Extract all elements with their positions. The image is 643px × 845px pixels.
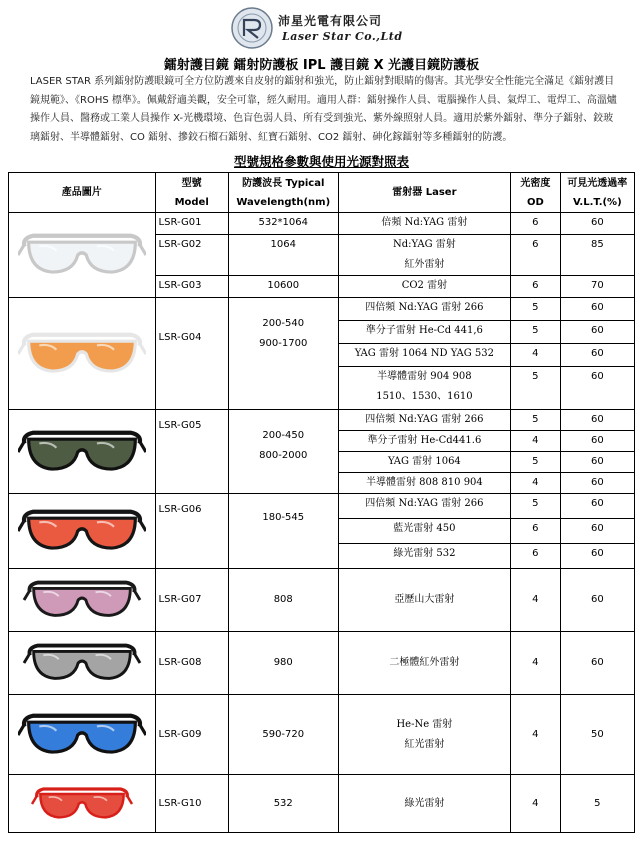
cell-line: 4	[532, 435, 539, 446]
od-cell	[511, 321, 561, 344]
laser-cell	[338, 775, 510, 833]
cell-line: LSR-G03	[158, 280, 202, 291]
header-vlt: 可見光透過率 V.L.T.(%)	[560, 173, 634, 213]
vlt-cell	[560, 519, 634, 544]
cell-line: 4	[532, 657, 539, 668]
cell-line: LSR-G08	[158, 657, 202, 668]
cell-line: 半導體雷射 808 810 904	[365, 477, 483, 488]
cell-line: YAG 雷射 1064 ND YAG 532	[354, 348, 495, 359]
header-od: 光密度 OD	[511, 173, 561, 213]
cell-line: 5	[532, 498, 539, 509]
wavelength-cell	[228, 213, 338, 235]
cell-line: 倍頻 Nd:YAG 雷射	[381, 217, 468, 228]
cell-line: 6	[532, 548, 539, 559]
cell-line: 60	[590, 594, 604, 605]
od-cell	[511, 276, 561, 298]
cell-line: 4	[532, 348, 539, 359]
cell-line: 60	[590, 217, 604, 228]
cell-line: 10600	[267, 280, 300, 291]
vlt-cell	[560, 276, 634, 298]
cell-line: 1064	[270, 239, 296, 250]
laser-cell	[338, 473, 510, 494]
laser-cell	[338, 410, 510, 431]
cell-line: Nd:YAG 雷射	[393, 239, 456, 250]
table-row	[9, 410, 635, 431]
od-cell	[511, 632, 561, 695]
od-cell	[511, 775, 561, 833]
cell-line: YAG 雷射 1064	[387, 456, 461, 467]
spec-table	[8, 172, 635, 833]
cell-line: 900-1700	[259, 338, 308, 349]
cell-line: LSR-G05	[158, 420, 202, 431]
wavelength-cell	[228, 494, 338, 569]
cell-line: 60	[590, 325, 604, 336]
wavelength-cell	[228, 775, 338, 833]
vlt-cell	[560, 775, 634, 833]
cell-line: 二極體紅外雷射	[389, 657, 460, 668]
cell-line: 60	[590, 302, 604, 313]
header-model: 型號 Model	[155, 173, 228, 213]
safety-glasses-icon	[18, 634, 146, 692]
cell-line: 6	[532, 217, 539, 228]
wavelength-cell	[228, 276, 338, 298]
od-cell	[511, 695, 561, 775]
od-cell	[511, 235, 561, 276]
cell-line: LSR-G06	[158, 504, 202, 515]
od-cell	[511, 367, 561, 410]
cell-line: 4	[532, 594, 539, 605]
cell-line: 180-545	[262, 512, 305, 523]
vlt-cell	[560, 569, 634, 632]
cell-line: 亞歷山大雷射	[394, 594, 455, 605]
model-cell	[155, 235, 228, 276]
cell-line: 6	[532, 239, 539, 250]
cell-line: 60	[590, 657, 604, 668]
od-cell	[511, 298, 561, 321]
cell-line: 60	[590, 435, 604, 446]
cell-line: 808	[273, 594, 293, 605]
cell-line: 980	[273, 657, 293, 668]
od-cell	[511, 494, 561, 519]
header-wavelength: 防護波長 Typical Wavelength(nm)	[228, 173, 338, 213]
wavelength-cell	[228, 695, 338, 775]
cell-line: 5	[532, 325, 539, 336]
cell-line: 4	[532, 797, 539, 809]
model-cell	[155, 276, 228, 298]
laser-cell	[338, 367, 510, 410]
cell-line: 532*1064	[258, 217, 309, 228]
safety-glasses-icon	[18, 221, 146, 289]
od-cell	[511, 431, 561, 452]
laser-cell	[338, 235, 510, 276]
cell-line: 590-720	[262, 728, 305, 740]
product-image	[9, 298, 156, 410]
cell-line: 四倍頻 Nd:YAG 雷射 266	[365, 414, 484, 425]
cell-line: 60	[590, 348, 604, 359]
table-row	[9, 775, 635, 833]
product-image	[9, 213, 156, 298]
cell-line: 準分子雷射 He-Cd441.6	[367, 435, 482, 446]
vlt-cell	[560, 235, 634, 276]
cell-line: 5	[532, 302, 539, 313]
wavelength-cell	[228, 569, 338, 632]
vlt-cell	[560, 695, 634, 775]
laser-cell	[338, 695, 510, 775]
cell-line: 60	[590, 498, 604, 509]
table-row	[9, 494, 635, 519]
od-cell	[511, 544, 561, 569]
od-cell	[511, 519, 561, 544]
product-image	[9, 410, 156, 494]
vlt-cell	[560, 431, 634, 452]
product-image	[9, 569, 156, 632]
laser-cell	[338, 344, 510, 367]
cell-line: 6	[532, 280, 539, 291]
table-row	[9, 569, 635, 632]
cell-line: 800-2000	[259, 450, 308, 461]
cell-line: He-Ne 雷射	[396, 718, 453, 730]
cell-line: 6	[532, 523, 539, 534]
laser-cell	[338, 494, 510, 519]
vlt-cell	[560, 473, 634, 494]
header	[0, 6, 643, 50]
cell-line: LSR-G01	[158, 217, 202, 228]
od-cell	[511, 452, 561, 473]
laser-cell	[338, 213, 510, 235]
table-row	[9, 213, 635, 235]
cell-line: 藍光雷射 450	[393, 523, 456, 534]
cell-line: 5	[532, 456, 539, 467]
cell-line: 85	[590, 239, 604, 250]
table-row	[9, 298, 635, 321]
vlt-cell	[560, 344, 634, 367]
product-image	[9, 775, 156, 833]
table-row	[9, 632, 635, 695]
company-name-en: Laser Star Co.,Ltd	[282, 30, 403, 43]
cell-line: 200-540	[262, 318, 305, 329]
cell-line: 200-450	[262, 430, 305, 441]
product-image	[9, 494, 156, 569]
spec-table-body	[9, 213, 635, 833]
cell-line: 綠光雷射 532	[393, 548, 456, 559]
vlt-cell	[560, 367, 634, 410]
laser-cell	[338, 632, 510, 695]
vlt-cell	[560, 213, 634, 235]
laser-cell	[338, 569, 510, 632]
cell-line: 5	[594, 797, 601, 809]
safety-glasses-icon	[18, 699, 146, 771]
laser-cell	[338, 431, 510, 452]
cell-line: 準分子雷射 He-Cd 441,6	[365, 325, 483, 336]
wavelength-cell	[228, 298, 338, 410]
od-cell	[511, 473, 561, 494]
model-cell	[155, 775, 228, 833]
company-logo-icon	[230, 6, 274, 50]
cell-line: 四倍頻 Nd:YAG 雷射 266	[365, 302, 484, 313]
wavelength-cell	[228, 235, 338, 276]
model-cell	[155, 569, 228, 632]
table-row	[9, 695, 635, 775]
cell-line: LSR-G02	[158, 239, 202, 250]
cell-line: 半導體雷射 904 908	[377, 371, 472, 382]
product-image	[9, 632, 156, 695]
safety-glasses-icon	[18, 779, 146, 829]
intro-paragraph: LASER STAR 系列鐳射防護眼鏡可全方位防護來自皮射的鐳射和強光，防止鐳射對眼睛的傷害。其光學安全性能完全滿足《鐳射護目鏡規範》、《ROHS 標準》。佩戴舒適美觀，安全可靠，經久耐用。適用人群：鐳射操作人員、電腦操作人員、氣焊工、電焊工、高溫爐操作人員、醫務或工業人員操作 X-光機環境、色盲色弱人員、所有受到強光、紫外線照射人員。適用於紫外鐳射、準分子鐳射、鉸玻璃鐳射、半導體鐳射、CO 鐳射、摻鉸石榴石鐳射、紅寶石鐳射、CO2 鐳射、砷化鎵鐳射等多種鐳射的防護。	[30, 76, 617, 143]
safety-glasses-icon	[18, 413, 146, 491]
vlt-cell	[560, 544, 634, 569]
cell-line: 四倍頻 Nd:YAG 雷射 266	[365, 498, 484, 509]
cell-line: 60	[590, 548, 604, 559]
model-cell	[155, 632, 228, 695]
cell-line: LSR-G04	[158, 332, 202, 343]
wavelength-cell	[228, 632, 338, 695]
cell-line: 5	[532, 414, 539, 425]
vlt-cell	[560, 632, 634, 695]
safety-glasses-icon	[18, 571, 146, 629]
cell-line: 5	[532, 371, 539, 382]
cell-line: LSR-G07	[158, 594, 202, 605]
laser-cell	[338, 519, 510, 544]
cell-line: 1510、1530、1610	[376, 391, 473, 402]
header-image: 產品圖片	[9, 173, 156, 213]
od-cell	[511, 569, 561, 632]
cell-line: CO2 雷射	[401, 280, 448, 291]
laser-cell	[338, 276, 510, 298]
wavelength-cell	[228, 410, 338, 494]
od-cell	[511, 344, 561, 367]
vlt-cell	[560, 452, 634, 473]
cell-line: 綠光雷射	[404, 797, 445, 809]
laser-cell	[338, 321, 510, 344]
cell-line: 紅外雷射	[404, 259, 445, 270]
page-title: 鐳射護目鏡 鐳射防護板 IPL 護目鏡 X 光護目鏡防護板	[163, 58, 480, 73]
cell-line: 4	[532, 477, 539, 488]
vlt-cell	[560, 298, 634, 321]
vlt-cell	[560, 410, 634, 431]
model-cell	[155, 410, 228, 494]
model-cell	[155, 695, 228, 775]
header-laser: 雷射器 Laser	[338, 173, 510, 213]
safety-glasses-icon	[18, 494, 146, 568]
laser-cell	[338, 544, 510, 569]
model-cell	[155, 298, 228, 410]
laser-cell	[338, 452, 510, 473]
cell-line: 60	[590, 456, 604, 467]
cell-line: 4	[532, 728, 539, 740]
vlt-cell	[560, 494, 634, 519]
cell-line: LSR-G10	[158, 797, 202, 809]
safety-glasses-icon	[18, 312, 146, 396]
cell-line: 紅光雷射	[404, 738, 445, 750]
vlt-cell	[560, 321, 634, 344]
cell-line: 60	[590, 477, 604, 488]
cell-line: 70	[590, 280, 604, 291]
cell-line: 60	[590, 371, 604, 382]
table-title: 型號規格參數與使用光源對照表	[233, 154, 409, 169]
cell-line: LSR-G09	[158, 728, 202, 740]
cell-line: 532	[273, 797, 293, 809]
od-cell	[511, 410, 561, 431]
cell-line: 60	[590, 523, 604, 534]
cell-line: 60	[590, 414, 604, 425]
cell-line: 50	[590, 728, 604, 740]
company-name-cn: 沛星光電有限公司	[278, 14, 383, 28]
model-cell	[155, 494, 228, 569]
product-image	[9, 695, 156, 775]
model-cell	[155, 213, 228, 235]
laser-cell	[338, 298, 510, 321]
od-cell	[511, 213, 561, 235]
